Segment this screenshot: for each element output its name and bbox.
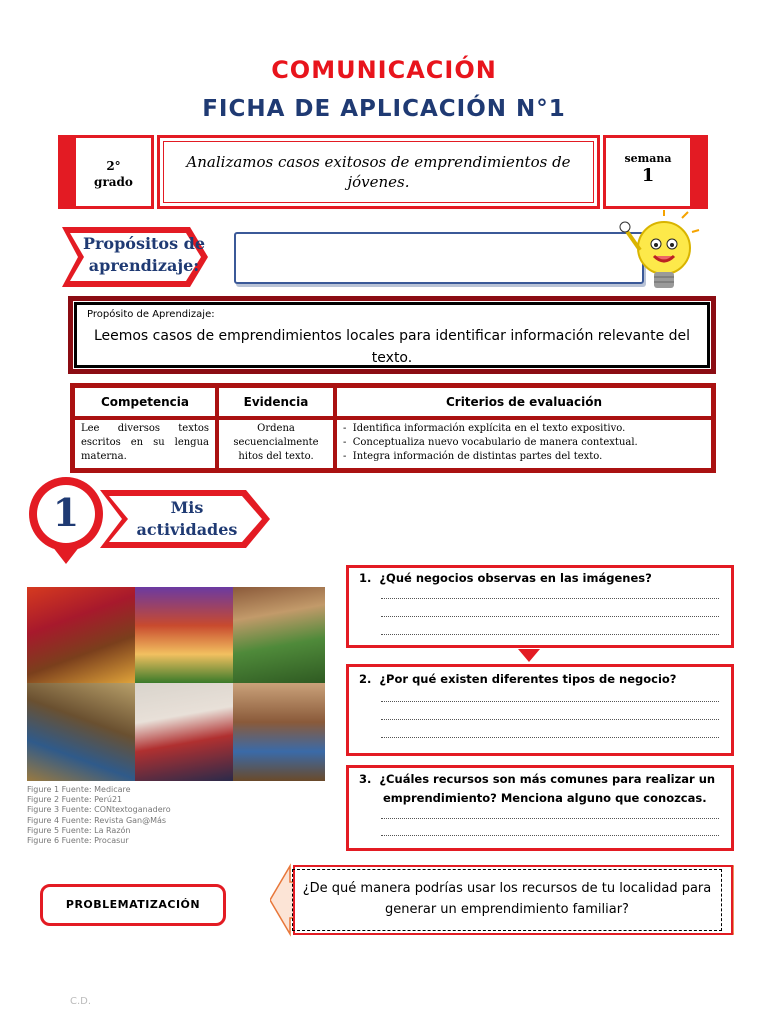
answer-line[interactable] [381, 835, 719, 836]
greenhouse-photo [233, 587, 325, 683]
market-stall-photo [27, 587, 135, 683]
answer-line[interactable] [381, 598, 719, 599]
figure-caption: Figure 2 Fuente: Perú21 [27, 795, 123, 805]
figure-caption: Figure 5 Fuente: La Razón [27, 825, 131, 835]
purposes-label-line1: Propósitos de [82, 234, 206, 253]
answer-line[interactable] [381, 634, 719, 635]
figure-caption: Figure 1 Fuente: Medicare [27, 785, 131, 794]
activities-label-line2: actividades [136, 520, 238, 539]
question-box-3 [346, 765, 734, 851]
answer-line[interactable] [381, 616, 719, 617]
week-number: 1 [641, 165, 655, 186]
question-1-text: 1. ¿Qué negocios observas en las imágenes? [359, 571, 652, 585]
week-label: semana [624, 152, 672, 165]
figure-caption: Figure 6 Fuente: Procasur [27, 836, 129, 846]
topic-text: Analizamos casos exitosos de emprendimientos de jóvenes. [163, 141, 594, 203]
question-3-text: 3. ¿Cuáles recursos son más comunes para realizar un emprendimiento? Menciona alguno que conozcas. [359, 772, 716, 805]
subject-title: COMUNICACIÓN [271, 56, 497, 84]
question-box-2 [346, 664, 734, 756]
evidencia-cell: Ordena secuencialmente hitos del texto. [217, 418, 335, 470]
answer-line[interactable] [381, 737, 719, 738]
grade-number: 2° [106, 159, 121, 173]
header-evidencia: Evidencia [217, 386, 335, 418]
lightbulb-icon [618, 210, 700, 300]
topic-cell [157, 135, 600, 209]
answer-line[interactable] [381, 701, 719, 702]
activities-label [132, 497, 242, 541]
competencia-cell: Lee diversos textos escritos en su lengua materna. [73, 418, 217, 470]
criterios-cell [335, 418, 713, 470]
figure-caption: Figure 3 Fuente: CONtextoganadero [27, 805, 171, 815]
header-competencia: Competencia [73, 386, 217, 418]
food-vendors-photo [135, 587, 233, 683]
problematization-label: PROBLEMATIZACIÓN [40, 884, 226, 926]
evaluation-table [70, 383, 716, 473]
purposes-label-line2: aprendizaje: [88, 256, 200, 275]
figure-caption: Figure 4 Fuente: Revista Gan@Más [27, 815, 167, 825]
activities-label-line1: Mis [170, 498, 204, 517]
grade-cell [58, 135, 154, 209]
learning-purpose-label: Propósito de Aprendizaje: [87, 309, 215, 320]
week-cell [603, 135, 708, 209]
criterio-item: - Identifica información explícita en el texto expositivo. [343, 423, 626, 434]
purposes-box [234, 232, 644, 284]
question-box-1 [346, 565, 734, 648]
answer-line[interactable] [381, 719, 719, 720]
business-photo-collage [27, 587, 325, 781]
criterio-item: - Conceptualiza nuevo vocabulario de manera contextual. [343, 437, 638, 448]
worksheet-title: FICHA DE APLICACIÓN N°1 [202, 96, 566, 122]
header-criterios: Criterios de evaluación [335, 386, 713, 418]
problem-question: ¿De qué manera podrías usar los recursos de tu localidad para generar un emprendimiento familiar? [292, 869, 722, 931]
figure-captions [27, 785, 171, 846]
clothing-shop-photo [135, 683, 233, 781]
purposes-label [74, 233, 214, 277]
crafts-workshop-photo [233, 683, 325, 781]
grade-word: grado [94, 175, 133, 189]
question-2-text: 2. ¿Por qué existen diferentes tipos de negocio? [359, 672, 677, 686]
criterio-item: - Integra información de distintas partes del texto. [343, 451, 603, 462]
activity-number: 1 [52, 490, 80, 535]
footer-mark: C.D. [70, 996, 92, 1007]
learning-purpose-box [68, 296, 716, 374]
learning-purpose-text: Leemos casos de emprendimientos locales para identificar información relevante del texto. [93, 328, 691, 366]
food-production-photo [27, 683, 135, 781]
down-arrow-icon [518, 649, 540, 663]
answer-line[interactable] [381, 818, 719, 819]
